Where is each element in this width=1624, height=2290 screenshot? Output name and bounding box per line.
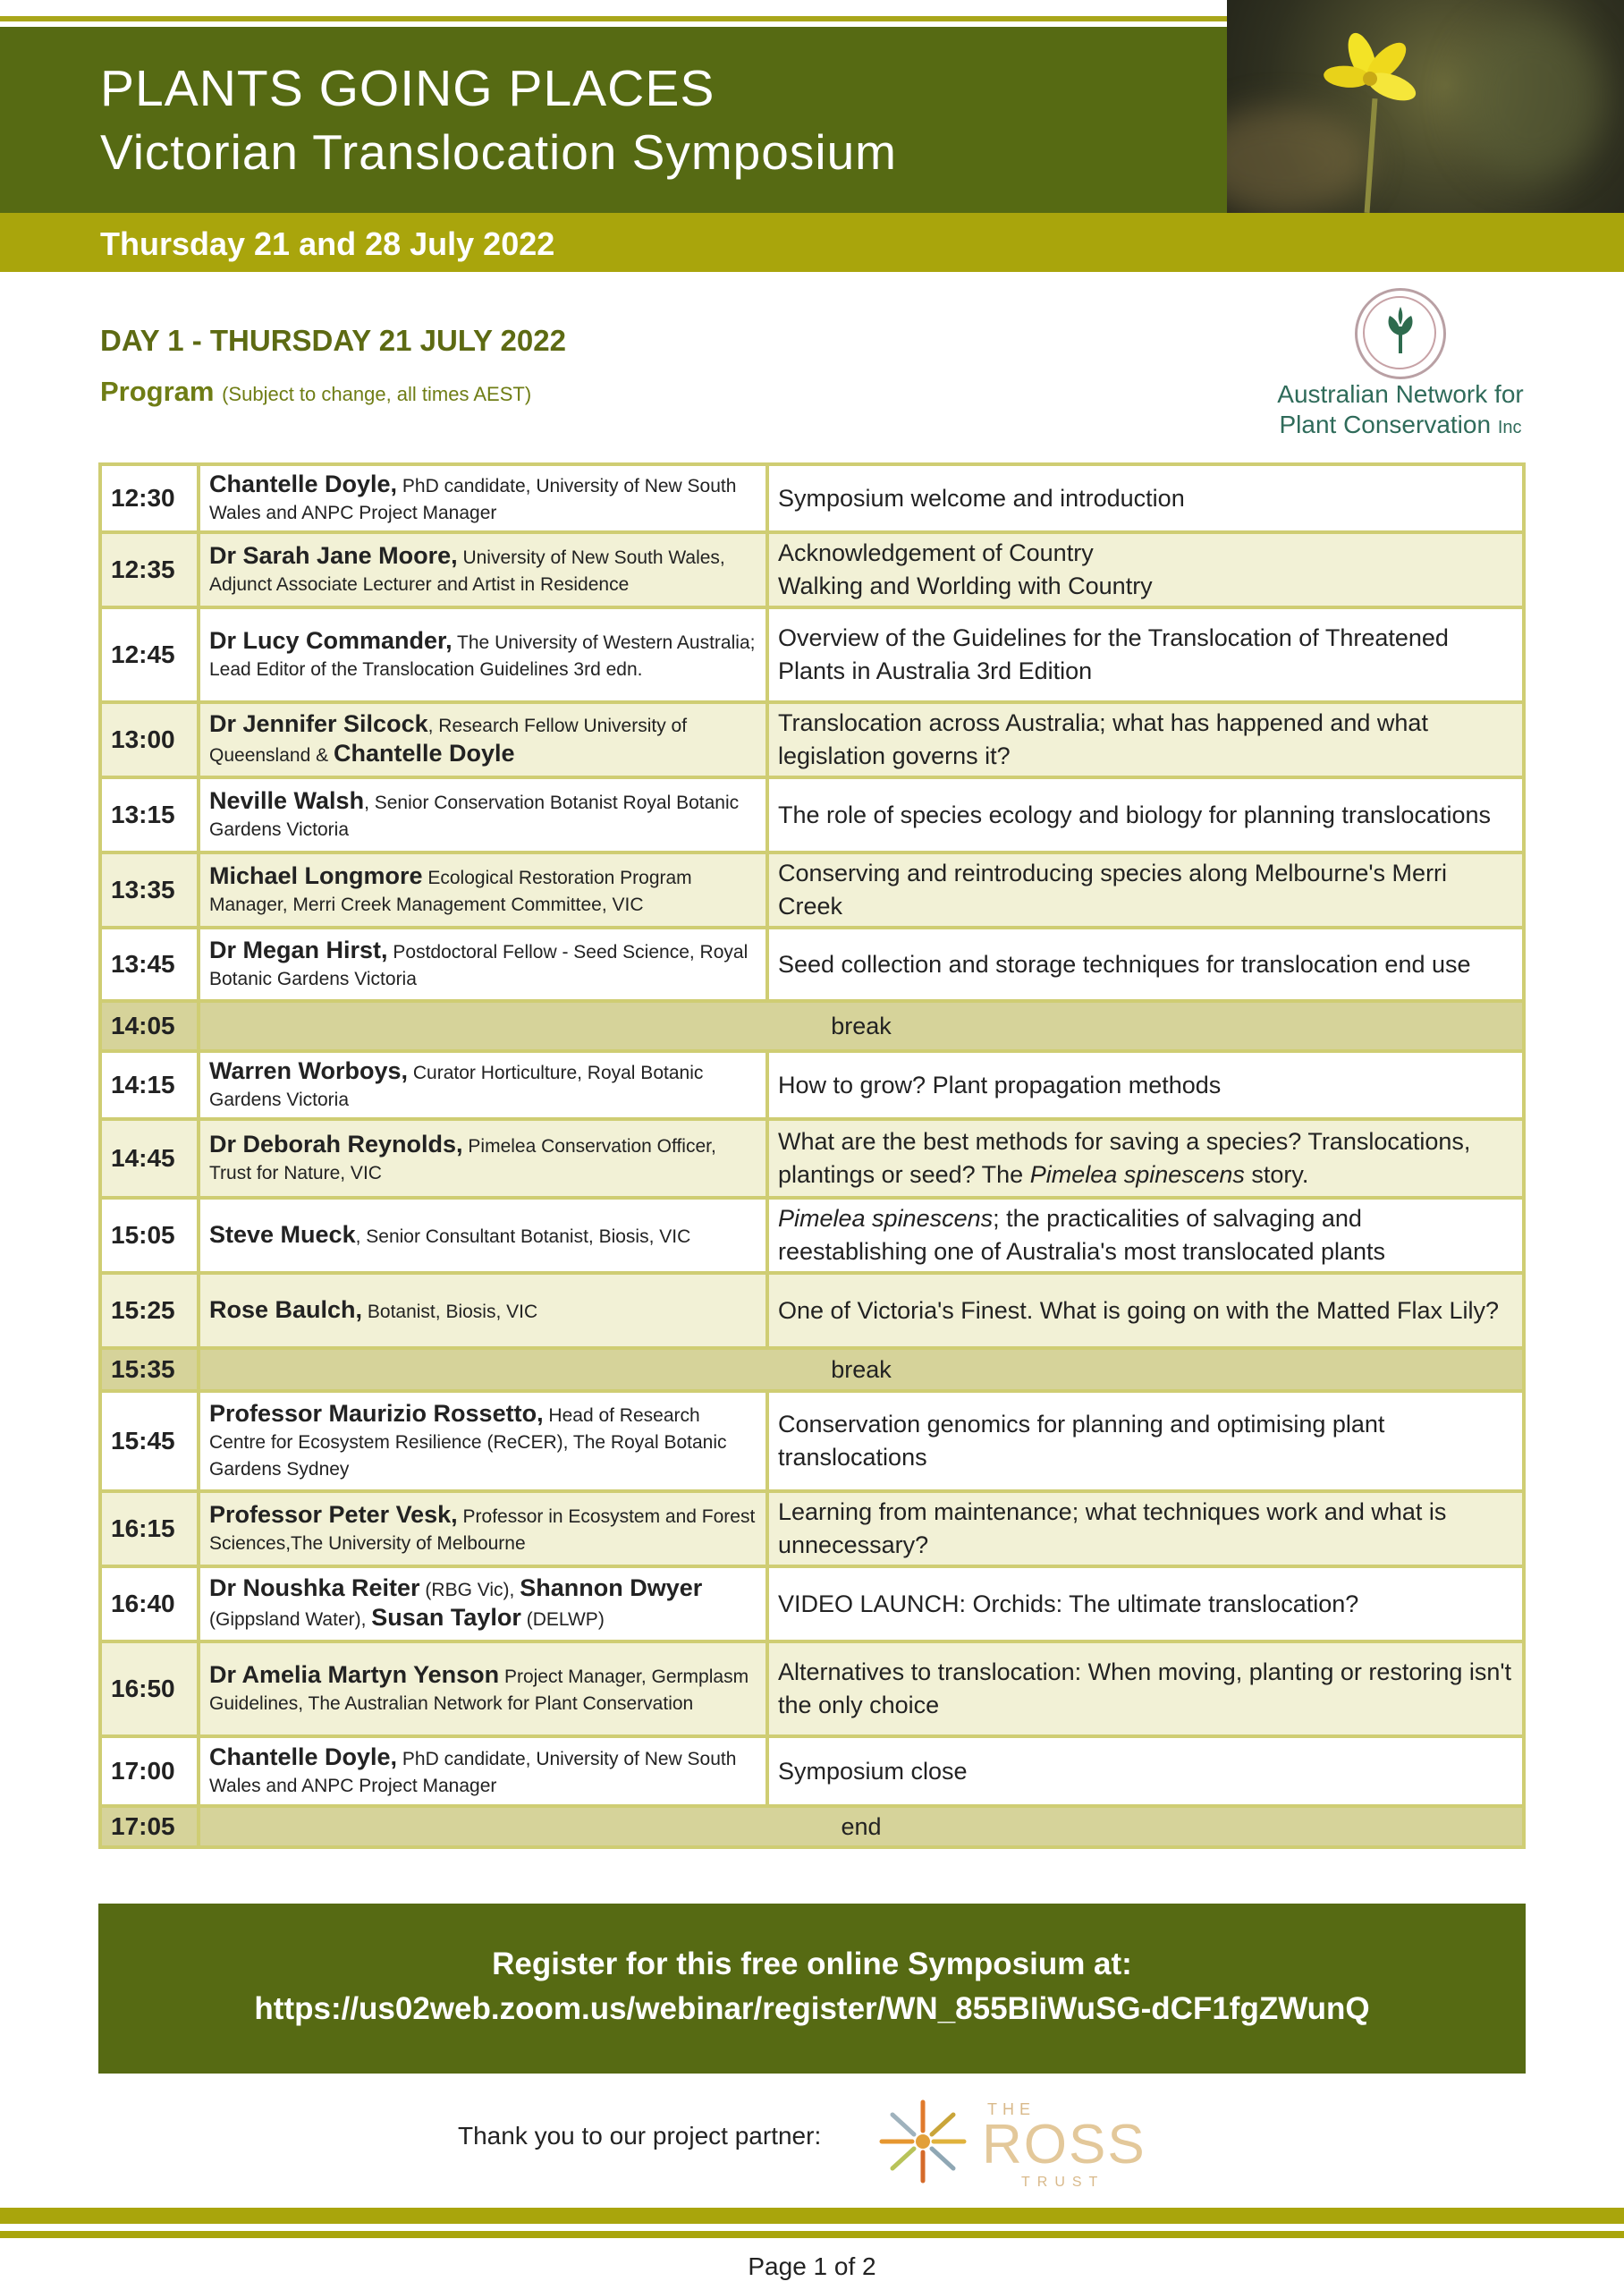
- session-topic: Symposium close: [767, 1736, 1524, 1806]
- break-label: break: [199, 1348, 1524, 1391]
- session-time: 16:50: [100, 1641, 199, 1736]
- session-topic: Acknowledgement of Country Walking and Worlding with Country: [767, 532, 1524, 607]
- session-speaker: Steve Mueck, Senior Consultant Botanist, Biosis, VIC: [199, 1198, 767, 1273]
- logo-line-1: Australian Network for: [1277, 380, 1524, 408]
- session-topic: Symposium welcome and introduction: [767, 464, 1524, 532]
- session-speaker: Dr Amelia Martyn Yenson Project Manager, Germplasm Guidelines, The Australian Network for Plant Conservation: [199, 1641, 767, 1736]
- session-speaker: Chantelle Doyle, PhD candidate, University of New South Wales and ANPC Project Manager: [199, 464, 767, 532]
- footer-line: [0, 2231, 1624, 2238]
- svg-text:THE: THE: [987, 2100, 1036, 2118]
- session-speaker: Dr Lucy Commander, The University of Western Australia; Lead Editor of the Translocation Guidelines 3rd edn.: [199, 607, 767, 702]
- register-link[interactable]: https://us02web.zoom.us/webinar/register/WN_855BIiWuSG-dCF1fgZWunQ: [254, 1991, 1370, 2026]
- session-time: 17:00: [100, 1736, 199, 1806]
- session-topic: Conserving and reintroducing species along Melbourne's Merri Creek: [767, 852, 1524, 928]
- session-speaker: Michael Longmore Ecological Restoration Program Manager, Merri Creek Management Committee, VIC: [199, 852, 767, 928]
- session-topic: One of Victoria's Finest. What is going on with the Matted Flax Lily?: [767, 1273, 1524, 1348]
- session-time: 13:15: [100, 777, 199, 852]
- session-speaker: Dr Megan Hirst, Postdoctoral Fellow - Seed Science, Royal Botanic Gardens Victoria: [199, 928, 767, 1001]
- event-subtitle: Victorian Translocation Symposium: [100, 124, 897, 180]
- session-time: 13:35: [100, 852, 199, 928]
- day-title: DAY 1 - THURSDAY 21 JULY 2022: [100, 324, 566, 357]
- session-topic: How to grow? Plant propagation methods: [767, 1051, 1524, 1119]
- anpc-logo: [1275, 288, 1526, 440]
- register-banner: [98, 1904, 1526, 2074]
- session-speaker: Rose Baulch, Botanist, Biosis, VIC: [199, 1273, 767, 1348]
- footer-bar: [0, 2208, 1624, 2224]
- session-speaker: Dr Jennifer Silcock, Research Fellow University of Queensland & Chantelle Doyle: [199, 702, 767, 777]
- session-time: 15:45: [100, 1391, 199, 1491]
- session-topic: VIDEO LAUNCH: Orchids: The ultimate translocation?: [767, 1566, 1524, 1641]
- event-dates: Thursday 21 and 28 July 2022: [100, 225, 555, 262]
- end-label: end: [199, 1806, 1524, 1847]
- session-topic: Alternatives to translocation: When moving, planting or restoring isn't the only choice: [767, 1641, 1524, 1736]
- top-accent-line: [0, 16, 1227, 21]
- session-topic: Pimelea spinescens; the practicalities of salvaging and reestablishing one of Australia's most translocated plants: [767, 1198, 1524, 1273]
- header-banner: [0, 27, 1227, 213]
- session-topic: What are the best methods for saving a species? Translocations, plantings or seed? The Pimelea spinescens story.: [767, 1119, 1524, 1198]
- session-topic: Seed collection and storage techniques for translocation end use: [767, 928, 1524, 1001]
- ross-trust-logo: [876, 2093, 1163, 2192]
- session-speaker: Dr Sarah Jane Moore, University of New South Wales, Adjunct Associate Lecturer and Artist in Residence: [199, 532, 767, 607]
- plant-icon: [1355, 288, 1446, 379]
- session-speaker: Professor Maurizio Rossetto, Head of Research Centre for Ecosystem Resilience (ReCER), The Royal Botanic Gardens Sydney: [199, 1391, 767, 1491]
- session-speaker: Dr Deborah Reynolds, Pimelea Conservation Officer, Trust for Nature, VIC: [199, 1119, 767, 1198]
- session-time: 15:25: [100, 1273, 199, 1348]
- session-time: 15:35: [100, 1348, 199, 1391]
- session-time: 15:05: [100, 1198, 199, 1273]
- svg-text:TRUST: TRUST: [1021, 2175, 1105, 2190]
- session-topic: Conservation genomics for planning and optimising plant translocations: [767, 1391, 1524, 1491]
- session-time: 12:35: [100, 532, 199, 607]
- session-speaker: Dr Noushka Reiter (RBG Vic), Shannon Dwyer (Gippsland Water), Susan Taylor (DELWP): [199, 1566, 767, 1641]
- partner-thanks: Thank you to our project partner:: [458, 2122, 822, 2150]
- session-time: 17:05: [100, 1806, 199, 1847]
- session-time: 14:05: [100, 1001, 199, 1051]
- session-time: 14:15: [100, 1051, 199, 1119]
- session-topic: Learning from maintenance; what techniques work and what is unnecessary?: [767, 1491, 1524, 1566]
- yellow-flower-photo: [1227, 0, 1624, 213]
- session-time: 12:30: [100, 464, 199, 532]
- break-label: break: [199, 1001, 1524, 1051]
- session-speaker: Warren Worboys, Curator Horticulture, Royal Botanic Gardens Victoria: [199, 1051, 767, 1119]
- program-heading: [100, 376, 531, 408]
- svg-text:ROSS: ROSS: [982, 2114, 1146, 2176]
- logo-line-2: Plant Conservation Inc: [1279, 411, 1522, 438]
- page-number: Page 1 of 2: [748, 2252, 876, 2280]
- session-topic: The role of species ecology and biology for planning translocations: [767, 777, 1524, 852]
- event-title: PLANTS GOING PLACES: [100, 60, 715, 117]
- session-time: 16:15: [100, 1491, 199, 1566]
- session-time: 13:00: [100, 702, 199, 777]
- sunburst-icon: [882, 2102, 964, 2181]
- program-label: Program: [100, 376, 215, 407]
- session-time: 13:45: [100, 928, 199, 1001]
- session-time: 16:40: [100, 1566, 199, 1641]
- schedule-table: [98, 462, 1526, 1849]
- register-text: Register for this free online Symposium at:: [492, 1946, 1132, 1981]
- session-topic: Overview of the Guidelines for the Translocation of Threatened Plants in Australia 3rd Edition: [767, 607, 1524, 702]
- program-note: (Subject to change, all times AEST): [222, 383, 532, 405]
- session-time: 12:45: [100, 607, 199, 702]
- session-topic: Translocation across Australia; what has happened and what legislation governs it?: [767, 702, 1524, 777]
- session-speaker: Chantelle Doyle, PhD candidate, University of New South Wales and ANPC Project Manager: [199, 1736, 767, 1806]
- session-speaker: Neville Walsh, Senior Conservation Botanist Royal Botanic Gardens Victoria: [199, 777, 767, 852]
- session-speaker: Professor Peter Vesk, Professor in Ecosystem and Forest Sciences,The University of Melbourne: [199, 1491, 767, 1566]
- session-time: 14:45: [100, 1119, 199, 1198]
